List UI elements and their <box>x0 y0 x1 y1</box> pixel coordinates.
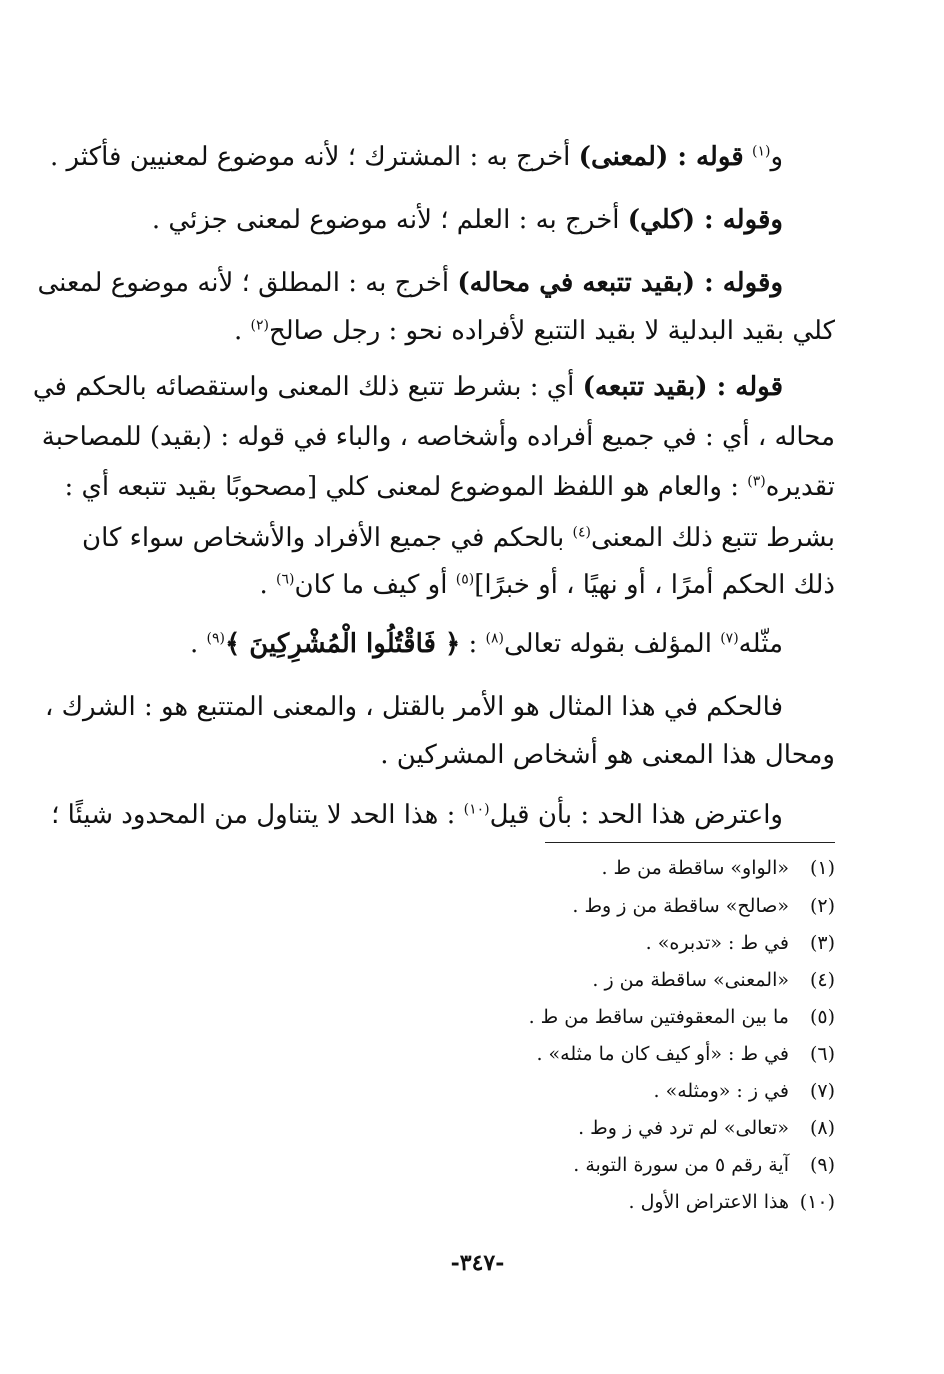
p2-text: أخرج به : العلم ؛ لأنه موضوع لمعنى جزئي . <box>151 205 628 235</box>
footnote-text: ما بين المعقوفتين ساقط من ط . <box>528 1006 789 1028</box>
footnote-text: في ط : «أو كيف كان ما مثله» . <box>536 1043 789 1065</box>
footnote-number: (١٠) <box>799 1191 835 1213</box>
footnote-text: هذا الاعتراض الأول . <box>628 1191 789 1213</box>
footnote-item <box>592 967 835 993</box>
footnote-ref: (٤) <box>572 524 591 541</box>
p3-label: وقوله : (بقيد تتبعه في محاله) <box>457 268 783 298</box>
paragraph-4-line-5 <box>120 568 835 602</box>
footnote-item <box>536 1041 835 1067</box>
footnote-ref: (٨) <box>485 630 504 647</box>
p1-label: قوله : (لمعنى) <box>578 142 744 172</box>
footnote-number: (٧) <box>809 1080 835 1102</box>
p5-b: المؤلف بقوله تعالى <box>503 629 721 659</box>
paragraph-6-line-2 <box>120 738 835 772</box>
footnote-number: (٨) <box>809 1117 835 1139</box>
footnote-number: (٤) <box>809 969 835 991</box>
footnote-ref: (٦) <box>276 571 295 588</box>
p1-prefix: و <box>770 142 783 172</box>
footnote-number: (٢) <box>809 895 835 917</box>
p4-line5a: ذلك الحكم أمرًا ، أو نهيًا ، أو خبرًا] <box>474 570 835 600</box>
p6-line1: فالحكم في هذا المثال هو الأمر بالقتل ، والمعنى المتتبع هو : الشرك ، <box>44 692 783 722</box>
footnote-text: في ط : «تدبره» . <box>645 932 789 954</box>
p4-label: قوله : (بقيد تتبعه) <box>582 372 783 402</box>
p5-c: : <box>460 629 486 659</box>
footnote-separator <box>545 842 835 843</box>
footnote-number: (٣) <box>809 932 835 954</box>
p3-line2: كلي بقيد البدلية لا بقيد التتبع لأفراده نحو : رجل صالح <box>268 316 835 346</box>
footnote-item <box>573 1152 835 1178</box>
footnote-number: (٥) <box>809 1006 835 1028</box>
paragraph-4-line-1 <box>32 370 835 404</box>
footnote-number: (٦) <box>809 1043 835 1065</box>
footnote-ref: (٥) <box>455 571 475 588</box>
p2-label: وقوله : (كلي) <box>627 205 783 235</box>
paragraph-7 <box>51 798 835 832</box>
footnote-ref: (١) <box>751 143 771 160</box>
p7-b: : هذا الحد لا يتناول من المحدود شيئًا ؛ <box>51 800 464 830</box>
p4-line1: أي : بشرط تتبع ذلك المعنى واستقصائه بالحكم في <box>32 372 583 402</box>
footnote-item <box>572 893 835 919</box>
paragraph-4-line-2 <box>41 420 835 454</box>
p4-end: . <box>259 570 277 600</box>
paragraph-6-line-1 <box>44 690 835 724</box>
p5-a: مثّله <box>738 629 783 659</box>
footnote-item <box>646 930 835 956</box>
footnote-text: «المعنى» ساقطة من ز . <box>592 969 789 991</box>
paragraph-3-line-1 <box>37 266 835 300</box>
footnote-number: (١) <box>809 857 835 879</box>
footnote-item <box>601 855 835 881</box>
paragraph-5 <box>120 627 835 661</box>
p4-line3a: تقديره <box>765 472 835 502</box>
p3-line1: أخرج به : المطلق ؛ لأنه موضوع لمعنى <box>37 268 458 298</box>
p4-line4b: بالحكم في جميع الأفراد والأشخاص سواء كان <box>82 523 573 553</box>
p3-end: . <box>233 316 251 346</box>
footnote-item <box>629 1189 835 1215</box>
paragraph-4-line-4 <box>82 521 835 555</box>
book-page <box>32 0 835 1374</box>
footnote-ref: (١٠) <box>463 801 490 818</box>
p4-line3b: : والعام هو اللفظ الموضوع لمعنى كلي [مصحوبًا بقيد تتبعه أي : <box>64 472 748 502</box>
paragraph-3-line-2 <box>120 314 835 348</box>
footnote-text: «تعالى» لم ترد في ز وط . <box>578 1117 789 1139</box>
footnote-text: في ز : «ومثله» . <box>653 1080 789 1102</box>
footnote-number: (٩) <box>809 1154 835 1176</box>
p7-a: واعترض هذا الحد : بأن قيل <box>489 800 783 830</box>
p1-text: أخرج به : المشترك ؛ لأنه موضوع لمعنيين فأكثر . <box>49 142 579 172</box>
footnote-text: «صالح» ساقطة من ز وط . <box>572 895 789 917</box>
page-number: -٣٤٧- <box>450 1250 505 1276</box>
footnote-text: آية رقم ٥ من سورة التوبة . <box>573 1154 789 1176</box>
quran-verse: ﴿ فَاقْتُلُوا الْمُشْرِكِينَ ﴾ <box>224 629 461 659</box>
paragraph-1 <box>49 140 835 174</box>
footnote-ref: (٢) <box>250 317 269 334</box>
footnote-ref: (٧) <box>720 630 739 647</box>
paragraph-2 <box>120 203 835 237</box>
footnote-ref: (٣) <box>747 473 766 490</box>
p5-end: . <box>189 629 207 659</box>
paragraph-4-line-3 <box>64 470 835 504</box>
p4-line4a: بشرط تتبع ذلك المعنى <box>590 523 835 553</box>
p4-line5b: أو كيف ما كان <box>294 570 456 600</box>
p6-line2: ومحال هذا المعنى هو أشخاص المشركين . <box>380 740 835 770</box>
footnote-ref: (٩) <box>206 630 225 647</box>
footnote-item <box>578 1115 835 1141</box>
footnote-item <box>529 1004 835 1030</box>
footnote-text: «الواو» ساقطة من ط . <box>601 857 789 879</box>
p4-line2: محاله ، أي : في جميع أفراده وأشخاصه ، والباء في قوله : (بقيد) للمصاحبة <box>41 422 835 452</box>
footnote-item <box>653 1078 835 1104</box>
